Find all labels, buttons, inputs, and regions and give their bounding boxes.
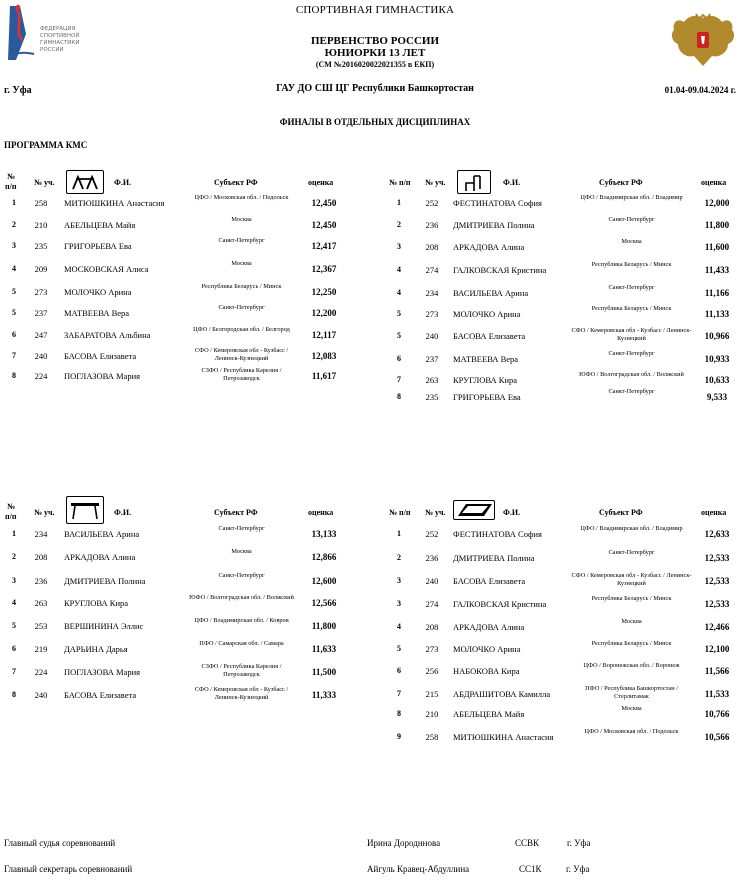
row-rank: 5 <box>12 308 16 317</box>
row-region: Санкт-Петербург <box>608 549 655 556</box>
row-name: ДМИТРИЕВА Полина <box>453 553 535 563</box>
table-row <box>4 548 359 572</box>
row-name: ДМИТРИЕВА Полина <box>64 576 146 586</box>
row-number: 258 <box>34 198 48 208</box>
row-region: Санкт-Петербург <box>218 572 265 579</box>
row-region: Москва <box>621 238 642 245</box>
col-score-header: оценка <box>308 508 334 517</box>
row-name: ЗАБАРАТОВА Альбина <box>64 330 151 340</box>
row-rank: 7 <box>12 351 16 360</box>
row-number: 209 <box>34 264 48 274</box>
row-region: Москва <box>621 705 642 712</box>
col-region-header: Субъект РФ <box>599 178 643 187</box>
row-region: ЮФО / Волгоградская обл. / Волжский <box>579 371 684 378</box>
logo-text-4: РОССИИ <box>40 47 64 53</box>
row-rank: 1 <box>12 529 16 538</box>
row-rank: 8 <box>397 392 401 401</box>
row-region: ЦФО / Владимирская обл. / Владимир <box>580 525 683 532</box>
col-rank-header: № <box>7 502 16 511</box>
row-score: 13,133 <box>311 529 337 539</box>
table-row <box>389 261 745 285</box>
col-rank-header: № п/п <box>389 508 411 517</box>
row-name: КРУГЛОВА Кира <box>453 375 518 385</box>
finals-title: ФИНАЛЫ В ОТДЕЛЬНЫХ ДИСЦИПЛИНАХ <box>279 117 471 127</box>
col-number-header: № уч. <box>34 178 55 187</box>
logo-text-1: ФЕДЕРАЦИЯ <box>40 26 76 32</box>
row-score: 12,566 <box>311 598 337 608</box>
row-number: 224 <box>34 667 48 677</box>
row-score: 12,450 <box>311 220 337 230</box>
row-number: 240 <box>425 576 439 586</box>
secretary-city: г. Уфа <box>566 864 590 874</box>
row-score: 10,633 <box>704 375 730 385</box>
row-number: 219 <box>34 644 48 654</box>
program-title: ПРОГРАММА КМС <box>4 140 88 150</box>
row-number: 274 <box>425 265 439 275</box>
row-region: Москва <box>621 618 642 625</box>
row-score: 12,367 <box>311 264 337 274</box>
row-rank: 4 <box>12 598 16 607</box>
row-score: 12,533 <box>704 599 730 609</box>
row-score: 11,800 <box>704 220 730 230</box>
row-score: 10,966 <box>704 331 730 341</box>
row-name: НАБОКОВА Кира <box>453 666 520 676</box>
row-name: ВАСИЛЬЕВА Арина <box>64 529 140 539</box>
row-name: БАСОВА Елизавета <box>64 351 137 361</box>
secretary-label: Главный секретарь соревнований <box>4 864 133 874</box>
col-rank-header: № <box>7 172 16 181</box>
row-score: 12,866 <box>311 552 337 562</box>
row-name: МИТЮШКИНА Анастасия <box>64 198 165 208</box>
vault-icon <box>457 170 491 194</box>
row-number: 215 <box>425 689 439 699</box>
row-rank: 5 <box>12 621 16 630</box>
col-score-header: оценка <box>701 508 727 517</box>
row-region: ЦФО / Московская обл. / Подольск <box>584 728 679 735</box>
event-title-line2: ЮНИОРКИ 13 ЛЕТ <box>324 47 426 59</box>
results-table-floor <box>389 492 745 752</box>
row-region: ЦФО / Владимирская обл. / Ковров <box>194 617 289 624</box>
chief-judge-city: г. Уфа <box>567 838 591 848</box>
row-number: 236 <box>34 576 48 586</box>
col-region-header: Субъект РФ <box>214 508 258 517</box>
row-rank: 4 <box>397 622 401 631</box>
table-row <box>389 525 745 549</box>
row-rank: 5 <box>397 331 401 340</box>
sport-title: СПОРТИВНАЯ ГИМНАСТИКА <box>295 4 455 16</box>
row-name: ДАРЬИНА Дарья <box>64 644 128 654</box>
col-score-header: оценка <box>308 178 334 187</box>
row-score: 12,600 <box>311 576 337 586</box>
row-score: 10,766 <box>704 709 730 719</box>
row-region: Санкт-Петербург <box>608 216 655 223</box>
table-row <box>4 216 359 240</box>
col-region-header: Субъект РФ <box>214 178 258 187</box>
row-rank: 3 <box>397 242 401 251</box>
row-rank: 1 <box>397 529 401 538</box>
row-rank: 2 <box>12 220 16 229</box>
row-name: ДМИТРИЕВА Полина <box>453 220 535 230</box>
row-region: Санкт-Петербург <box>608 350 655 357</box>
row-number: 210 <box>34 220 48 230</box>
row-score: 12,466 <box>704 622 730 632</box>
row-name: АРКАДОВА Алина <box>453 242 525 252</box>
row-name: ГАЛКОВСКАЯ Кристина <box>453 265 547 275</box>
row-rank: 4 <box>12 264 16 273</box>
row-number: 258 <box>425 732 439 742</box>
row-name: АБЕЛЬЦЕВА Майя <box>453 709 525 719</box>
col-rank-header-sub: п/п <box>5 512 17 521</box>
row-region: Санкт-Петербург <box>608 388 655 395</box>
event-title <box>0 35 750 71</box>
event-code: (СМ №2016020022021355 в ЕКП) <box>315 60 435 69</box>
row-number: 237 <box>425 354 439 364</box>
table-row <box>4 347 359 371</box>
table-row <box>4 237 359 261</box>
table-row <box>389 327 745 351</box>
row-number: 240 <box>425 331 439 341</box>
row-score: 12,000 <box>704 198 730 208</box>
row-rank: 3 <box>397 576 401 585</box>
row-number: 236 <box>425 553 439 563</box>
row-rank: 2 <box>397 553 401 562</box>
row-rank: 1 <box>12 198 16 207</box>
row-rank: 7 <box>397 375 401 384</box>
row-region: Республика Беларусь / Минск <box>591 640 672 647</box>
row-number: 256 <box>425 666 439 676</box>
row-name: ПОГЛАЗОВА Мария <box>64 667 141 677</box>
row-number: 273 <box>34 287 48 297</box>
table-row <box>389 595 745 619</box>
event-title-line1: ПЕРВЕНСТВО РОССИИ <box>310 35 440 47</box>
table-row <box>4 283 359 307</box>
row-name: АРКАДОВА Алина <box>64 552 136 562</box>
table-row <box>4 525 359 549</box>
row-number: 208 <box>425 242 439 252</box>
row-number: 240 <box>34 690 48 700</box>
row-score: 11,500 <box>311 667 337 677</box>
col-number-header: № уч. <box>425 178 446 187</box>
row-rank: 1 <box>397 198 401 207</box>
table-row <box>4 304 359 328</box>
col-number-header: № уч. <box>425 508 446 517</box>
table-row <box>389 572 745 596</box>
row-name: ГАЛКОВСКАЯ Кристина <box>453 599 547 609</box>
city: г. Уфа <box>4 85 32 96</box>
row-region: Санкт-Петербург <box>218 237 265 244</box>
row-name: МОЛОЧКО Арина <box>64 287 132 297</box>
row-score: 11,333 <box>311 690 337 700</box>
row-region: Москва <box>231 548 252 555</box>
table-row <box>4 194 359 218</box>
row-region: Санкт-Петербург <box>608 284 655 291</box>
row-region: Республика Беларусь / Минск <box>591 261 672 268</box>
results-table-vault <box>389 170 745 410</box>
balance-beam-icon <box>66 496 104 524</box>
dates: 01.04-09.04.2024 г. <box>664 85 736 95</box>
table-row <box>4 686 359 710</box>
row-score: 10,933 <box>704 354 730 364</box>
row-region: Москва <box>231 216 252 223</box>
table-row <box>4 260 359 284</box>
row-region: СФО / Кемеровская обл - Кузбасс / Ленинск-Кузнецкий <box>571 327 692 342</box>
row-rank: 5 <box>397 309 401 318</box>
row-name: МАТВЕЕВА Вера <box>453 354 519 364</box>
row-score: 12,633 <box>704 529 730 539</box>
row-rank: 8 <box>12 371 16 380</box>
row-name: ГРИГОРЬЕВА Ева <box>453 392 521 402</box>
row-region: ЦФО / Белгородская обл. / Белгород <box>193 326 290 333</box>
row-score: 11,533 <box>704 689 730 699</box>
row-number: 252 <box>425 529 439 539</box>
row-score: 12,083 <box>311 351 337 361</box>
row-score: 11,166 <box>704 288 730 298</box>
row-rank: 8 <box>12 690 16 699</box>
col-region-header: Субъект РФ <box>599 508 643 517</box>
table-row <box>389 549 745 573</box>
row-score: 12,533 <box>704 553 730 563</box>
row-name: ФЕСТИНАТОВА София <box>453 529 542 539</box>
row-number: 240 <box>34 351 48 361</box>
row-rank: 9 <box>397 732 401 741</box>
table-row <box>4 594 359 618</box>
row-region: СФО / Кемеровская обл - Кузбасс / Ленинск-Кузнецкий <box>571 572 692 587</box>
row-name: МОСКОВСКАЯ Алиса <box>64 264 149 274</box>
row-name: ВАСИЛЬЕВА Арина <box>453 288 529 298</box>
row-name: МАТВЕЕВА Вера <box>64 308 130 318</box>
venue: ГАУ ДО СШ ЦГ Республики Башкортостан <box>276 83 474 94</box>
chief-judge-category: ССВК <box>515 838 540 848</box>
table-row <box>389 618 745 642</box>
table-row <box>4 572 359 596</box>
chief-judge-name: Ирина Дородннова <box>367 838 441 848</box>
row-name: БАСОВА Елизавета <box>453 331 526 341</box>
row-number: 263 <box>34 598 48 608</box>
row-region: СЗФО / Республика Карелия / Петрозаводск <box>201 367 282 382</box>
row-name: ФЕСТИНАТОВА София <box>453 198 542 208</box>
row-rank: 6 <box>397 354 401 363</box>
row-number: 273 <box>425 309 439 319</box>
logo-text-2: СПОРТИВНОЙ <box>40 33 80 39</box>
row-number: 234 <box>425 288 439 298</box>
row-score: 11,600 <box>704 242 730 252</box>
table-row <box>4 367 359 391</box>
secretary-name: Айгуль Кравец-Абдуллина <box>367 864 470 874</box>
table-row <box>4 326 359 350</box>
col-name-header: Ф.И. <box>114 178 132 187</box>
row-rank: 7 <box>12 667 16 676</box>
row-number: 224 <box>34 371 48 381</box>
row-rank: 6 <box>12 644 16 653</box>
row-score: 11,433 <box>704 265 730 275</box>
row-number: 253 <box>34 621 48 631</box>
row-rank: 2 <box>397 220 401 229</box>
row-name: МОЛОЧКО Арина <box>453 644 521 654</box>
row-score: 12,533 <box>704 576 730 586</box>
table-row <box>389 305 745 329</box>
row-name: МОЛОЧКО Арина <box>453 309 521 319</box>
row-rank: 3 <box>397 599 401 608</box>
row-region: ПФО / Республика Башкортостан / Стерлитамак <box>585 685 678 700</box>
col-score-header: оценка <box>701 178 727 187</box>
row-region: ЦФО / Воронежская обл. / Воронеж <box>583 662 680 669</box>
row-score: 12,200 <box>311 308 337 318</box>
row-name: МИТЮШКИНА Анастасия <box>453 732 554 742</box>
row-name: БАСОВА Елизавета <box>64 690 137 700</box>
row-name: ГРИГОРЬЕВА Ева <box>64 241 132 251</box>
col-name-header: Ф.И. <box>114 508 132 517</box>
row-number: 234 <box>34 529 48 539</box>
table-row <box>389 216 745 240</box>
row-region: Республика Беларусь / Минск <box>201 283 282 290</box>
table-row <box>389 238 745 262</box>
row-score: 11,633 <box>311 644 337 654</box>
col-number-header: № уч. <box>34 508 55 517</box>
table-row <box>389 640 745 664</box>
row-score: 9,533 <box>706 392 728 402</box>
row-number: 208 <box>34 552 48 562</box>
row-rank: 5 <box>12 287 16 296</box>
table-row <box>4 663 359 687</box>
row-score: 10,566 <box>704 732 730 742</box>
row-number: 235 <box>34 241 48 251</box>
col-name-header: Ф.И. <box>503 178 521 187</box>
table-row <box>389 705 745 729</box>
row-score: 12,100 <box>704 644 730 654</box>
row-number: 235 <box>425 392 439 402</box>
table-row <box>389 388 745 412</box>
row-score: 12,250 <box>311 287 337 297</box>
row-region: Санкт-Петербург <box>218 525 265 532</box>
row-region: СФО / Кемеровская обл - Кузбасс / Ленинск-Кузнецкий <box>194 347 289 362</box>
row-number: 210 <box>425 709 439 719</box>
row-number: 263 <box>425 375 439 385</box>
row-region: Республика Беларусь / Минск <box>591 595 672 602</box>
row-region: ЦФО / Московская обл. / Подольск <box>194 194 289 201</box>
row-region: ПФО / Самарская обл. / Самара <box>199 640 284 647</box>
row-rank: 6 <box>12 330 16 339</box>
logo-text-3: ГИМНАСТИКИ <box>40 40 80 46</box>
row-rank: 4 <box>397 265 401 274</box>
row-name: БАСОВА Елизавета <box>453 576 526 586</box>
row-score: 12,417 <box>311 241 337 251</box>
row-region: СЗФО / Республика Карелия / Петрозаводск <box>201 663 282 678</box>
row-rank: 4 <box>397 288 401 297</box>
row-number: 236 <box>425 220 439 230</box>
table-row <box>389 662 745 686</box>
row-score: 12,117 <box>311 330 337 340</box>
table-row <box>389 194 745 218</box>
uneven-bars-icon <box>66 170 104 194</box>
row-name: АБЕЛЬЦЕВА Майя <box>64 220 136 230</box>
row-rank: 3 <box>12 241 16 250</box>
row-name: АРКАДОВА Алина <box>453 622 525 632</box>
row-rank: 5 <box>397 644 401 653</box>
col-name-header: Ф.И. <box>503 508 521 517</box>
table-row <box>4 617 359 641</box>
row-region: ЮФО / Волгоградская обл. / Волжский <box>189 594 294 601</box>
row-score: 11,800 <box>311 621 337 631</box>
row-number: 237 <box>34 308 48 318</box>
row-region: Санкт-Петербург <box>218 304 265 311</box>
secretary-category: СС1К <box>519 864 542 874</box>
row-name: АБДРАШИТОВА Камилла <box>453 689 551 699</box>
chief-judge-label: Главный судья соревнований <box>4 838 116 848</box>
row-rank: 2 <box>12 552 16 561</box>
row-rank: 3 <box>12 576 16 585</box>
row-number: 273 <box>425 644 439 654</box>
row-region: Москва <box>231 260 252 267</box>
col-rank-header-sub: п/п <box>5 182 17 191</box>
table-row <box>389 728 745 752</box>
row-name: КРУГЛОВА Кира <box>64 598 129 608</box>
row-name: ВЕРШИНИНА Эллис <box>64 621 144 631</box>
results-table-balance-beam <box>4 492 359 702</box>
floor-icon <box>453 500 495 520</box>
row-number: 252 <box>425 198 439 208</box>
row-rank: 8 <box>397 709 401 718</box>
row-number: 247 <box>34 330 48 340</box>
row-name: ПОГЛАЗОВА Мария <box>64 371 141 381</box>
row-number: 208 <box>425 622 439 632</box>
row-score: 11,133 <box>704 309 730 319</box>
row-score: 12,450 <box>311 198 337 208</box>
row-region: Республика Беларусь / Минск <box>591 305 672 312</box>
col-rank-header: № п/п <box>389 178 411 187</box>
results-table-uneven-bars <box>4 170 359 400</box>
row-rank: 7 <box>397 689 401 698</box>
row-number: 274 <box>425 599 439 609</box>
row-region: СФО / Кемеровская обл - Кузбасс / Ленинск-Кузнецкий <box>194 686 289 701</box>
row-region: ЦФО / Владимирская обл. / Владимир <box>580 194 683 201</box>
row-score: 11,617 <box>311 371 337 381</box>
row-rank: 6 <box>397 666 401 675</box>
table-row <box>4 640 359 664</box>
row-score: 11,566 <box>704 666 730 676</box>
